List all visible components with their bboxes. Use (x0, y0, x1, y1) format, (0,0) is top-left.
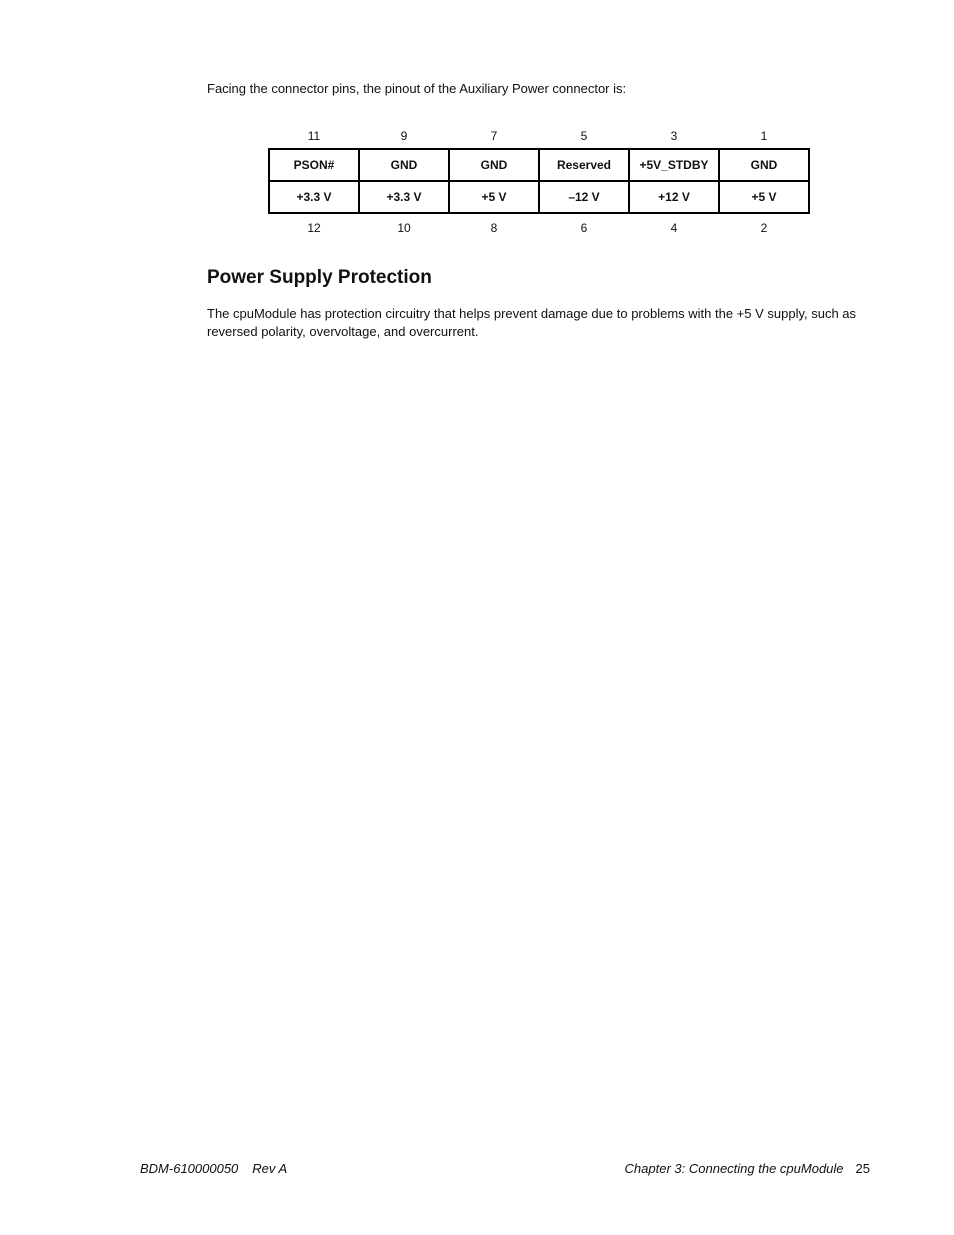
pin-cell: +5V_STDBY (629, 149, 719, 181)
pin-cell: +12 V (629, 181, 719, 213)
intro-text: Facing the connector pins, the pinout of the Auxiliary Power connector is: (207, 81, 627, 96)
section-heading: Power Supply Protection (207, 267, 432, 288)
revision: Rev A (252, 1161, 288, 1176)
bottom-pin-numbers (269, 220, 809, 236)
pin-number: 6 (580, 221, 588, 235)
pin-cell: –12 V (539, 181, 629, 213)
pin-cell: +5 V (449, 181, 539, 213)
pin-cell: +5 V (719, 181, 809, 213)
pin-cell: Reserved (539, 149, 629, 181)
doc-id: BDM-610000050 (140, 1161, 239, 1176)
pin-cell: GND (449, 149, 539, 181)
connector-top-row (269, 149, 809, 181)
pin-number: 2 (760, 221, 768, 235)
pin-number: 10 (397, 221, 411, 235)
pin-cell: PSON# (269, 149, 359, 181)
pin-number: 7 (490, 129, 498, 143)
pin-cell: GND (359, 149, 449, 181)
pin-number: 9 (400, 129, 408, 143)
pin-number: 11 (307, 129, 321, 143)
pin-number: 5 (580, 129, 588, 143)
page-number: 25 (855, 1161, 870, 1176)
connector-bottom-row (269, 181, 809, 213)
pin-cell: +3.3 V (269, 181, 359, 213)
pin-number: 8 (490, 221, 498, 235)
top-pin-numbers (269, 128, 809, 144)
pin-cell: +3.3 V (359, 181, 449, 213)
pin-number: 4 (670, 221, 678, 235)
chapter-title: Chapter 3: Connecting the cpuModule (624, 1161, 844, 1176)
pin-number: 12 (307, 221, 321, 235)
footer-chapter-info (625, 1160, 870, 1178)
connector-pinout-table (268, 148, 810, 214)
body-paragraph: The cpuModule has protection circuitry that helps prevent damage due to problems with the +5 V supply, such as reversed polarity, overvoltage, and overcurrent. (207, 306, 857, 339)
footer-doc-info (140, 1160, 287, 1178)
pin-cell: GND (719, 149, 809, 181)
pin-number: 3 (670, 129, 678, 143)
pin-number: 1 (760, 129, 768, 143)
